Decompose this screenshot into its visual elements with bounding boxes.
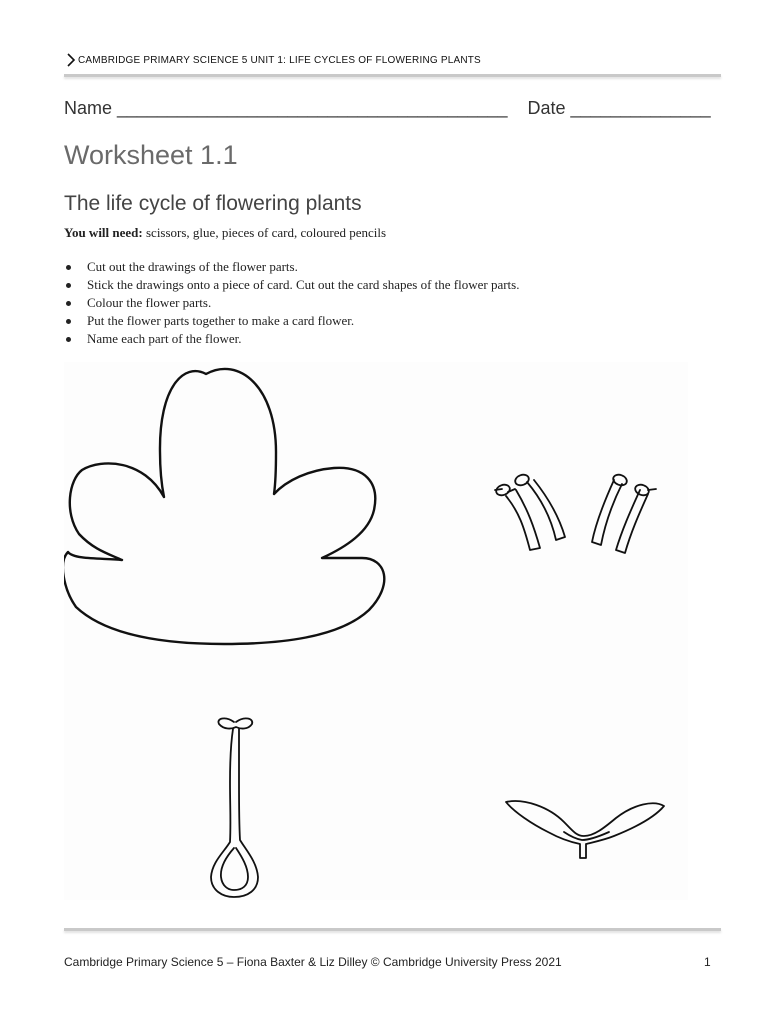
worksheet-subtitle: The life cycle of flowering plants <box>64 192 362 215</box>
flower-parts-drawings <box>64 362 688 900</box>
page-number: 1 <box>704 955 711 969</box>
date-label: Date <box>527 98 566 118</box>
footer-credit: Cambridge Primary Science 5 – Fiona Baxter & Liz Dilley © Cambridge University Press 2021 <box>64 955 562 969</box>
worksheet-title: Worksheet 1.1 <box>64 140 238 170</box>
list-item: Cut out the drawings of the flower parts. <box>64 258 519 276</box>
list-item: Name each part of the flower. <box>64 330 519 348</box>
needs-label: You will need: <box>64 225 143 240</box>
needs-items: scissors, glue, pieces of card, coloured pencils <box>145 225 387 240</box>
chevron-right-icon <box>64 52 76 68</box>
date-blank[interactable]: ______________ <box>570 98 711 118</box>
header-divider <box>64 74 721 77</box>
instruction-list <box>64 258 519 348</box>
materials-needed <box>64 225 386 241</box>
list-item: Colour the flower parts. <box>64 294 519 312</box>
name-label: Name <box>64 98 113 118</box>
page-header <box>64 50 720 70</box>
stamens-drawing <box>495 473 656 553</box>
name-date-line <box>64 98 724 119</box>
list-item: Stick the drawings onto a piece of card. Cut out the card shapes of the flower parts. <box>64 276 519 294</box>
header-breadcrumb: CAMBRIDGE PRIMARY SCIENCE 5 UNIT 1: LIFE CYCLES OF FLOWERING PLANTS <box>78 54 481 66</box>
petal-drawing <box>64 369 384 644</box>
sepal-drawing <box>506 801 664 858</box>
footer-divider <box>64 928 721 931</box>
list-item: Put the flower parts together to make a card flower. <box>64 312 519 330</box>
carpel-drawing <box>211 718 258 897</box>
name-blank[interactable]: _______________________________________ <box>117 98 508 118</box>
